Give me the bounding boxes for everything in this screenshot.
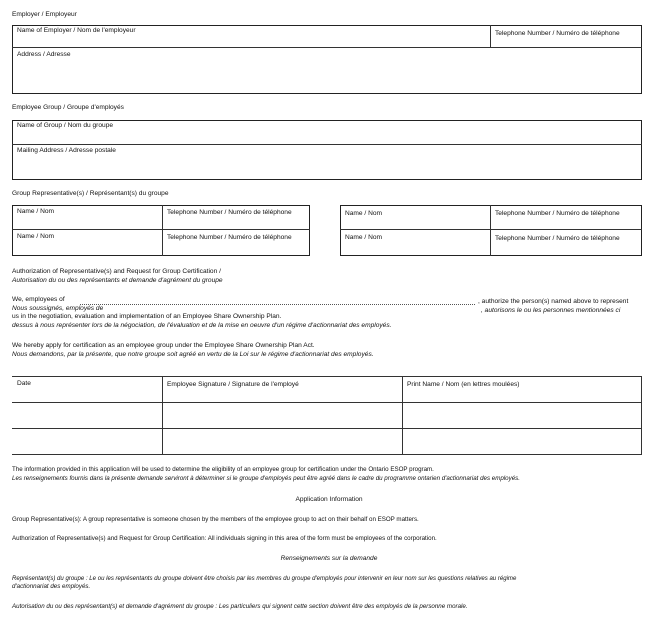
table-row-line	[12, 428, 642, 429]
apply-text-en: We hereby apply for certification as an employee group under the Employee Share Ownership Plan Act.	[12, 342, 315, 349]
divider	[162, 205, 163, 256]
group-representative-info-fr-line2: d'actionnariat des employés.	[12, 583, 91, 590]
date-field-row1[interactable]	[14, 391, 160, 400]
print-name-field-row3[interactable]	[405, 438, 639, 447]
employer-telephone-label: Telephone Number / Numéro de téléphone	[495, 30, 620, 37]
divider	[490, 205, 491, 256]
apply-text-fr: Nous demandons, par la présente, que notre groupe soit agréé en vertu de la Loi sur le régime d'actionnariat des employés.	[12, 351, 374, 358]
rep4-telephone-label: Telephone Number / Numéro de téléphone	[495, 235, 620, 242]
divider	[402, 376, 403, 454]
negotiation-text-fr: dessus à nous représenter lors de la négociation, de l'évaluation et de la mise en oeuvre d'un régime d'actionnariat des employés.	[12, 322, 392, 329]
notice-text-fr: Les renseignements fournis dans la présente demande serviront à déterminer si le groupe d'employés peut être agréé dans le cadre du programme ontarien d'actionnariat des employés.	[12, 475, 520, 482]
employer-name-line	[80, 304, 475, 305]
rep3-telephone-label: Telephone Number / Numéro de téléphone	[495, 210, 620, 217]
print-name-field-row1[interactable]	[405, 391, 639, 400]
rep2-telephone-field[interactable]	[167, 242, 305, 251]
application-information-title: Application Information	[295, 496, 363, 503]
signature-field-row2[interactable]	[165, 412, 400, 421]
date-field-row2[interactable]	[14, 412, 160, 421]
print-name-column-header: Print Name / Nom (en lettres moulées)	[407, 381, 520, 388]
rep3-name-field[interactable]	[345, 218, 485, 227]
divider	[340, 229, 642, 230]
negotiation-text-en: us in the negotiation, evaluation and implementation of an Employee Share Ownership Plan.	[12, 313, 282, 320]
mailing-address-field[interactable]	[20, 157, 635, 176]
authorization-info-en: Authorization of Representative(s) and Request for Group Certification: All individuals signing in this area of the form must be employees of the corporation.	[12, 535, 437, 542]
nous-employes-de-label: Nous soussignés, employés de	[12, 305, 104, 312]
table-bottom-line	[12, 454, 642, 455]
divider	[12, 229, 310, 230]
signature-field-row1[interactable]	[165, 391, 400, 400]
date-field-row3[interactable]	[14, 438, 160, 447]
signature-column-header: Employee Signature / Signature de l'employé	[167, 381, 299, 388]
rep2-name-label: Name / Nom	[17, 233, 55, 240]
employer-name-field[interactable]	[20, 36, 480, 45]
group-representative-info-fr-line1: Représentant(s) du groupe : Le ou les représentants du groupe doivent être choisis par les membres du groupe d'employés pour intervenir en leur nom sur les questions relatives au régime	[12, 576, 517, 582]
rep1-telephone-field[interactable]	[167, 217, 305, 226]
renseignements-title: Renseignements sur la demande	[280, 555, 378, 562]
authorization-info-fr: Autorisation du ou des représentant(s) et demande d'agrément du groupe : Les particuliers qui signent cette section doivent être des employés de la personne morale.	[12, 603, 468, 610]
rep4-name-label: Name / Nom	[345, 234, 383, 241]
authorize-text-en: , authorize the person(s) named above to represent	[478, 298, 629, 305]
authorization-title-en: Authorization of Representative(s) and Request for Group Certification /	[12, 268, 221, 275]
signature-field-row3[interactable]	[165, 438, 400, 447]
mailing-address-label: Mailing Address / Adresse postale	[17, 147, 116, 154]
rep2-telephone-label: Telephone Number / Numéro de téléphone	[167, 234, 292, 241]
rep1-name-label: Name / Nom	[17, 208, 55, 215]
autorisons-text-fr: , autorisons le ou les personnes mentionnées ci	[481, 307, 621, 314]
employer-address-label: Address / Adresse	[17, 51, 71, 58]
divider	[162, 376, 163, 454]
representatives-section-title: Group Representative(s) / Représentant(s) du groupe	[12, 190, 169, 197]
we-employees-of-label: We, employees of	[12, 296, 65, 303]
we-employer-name-field[interactable]	[80, 295, 475, 304]
authorization-title-fr: Autorisation du ou des représentants et demande d'agrément du groupe	[12, 277, 223, 284]
employee-group-section-title: Employee Group / Groupe d'employés	[12, 104, 124, 111]
notice-text-en: The information provided in this application will be used to determine the eligibility of an employee group for certification under the Ontario ESOP program.	[12, 466, 434, 473]
rep1-telephone-label: Telephone Number / Numéro de téléphone	[167, 209, 292, 216]
rep4-name-field[interactable]	[345, 243, 485, 252]
table-top-line	[12, 376, 642, 377]
rep3-name-label: Name / Nom	[345, 210, 383, 217]
divider	[12, 144, 642, 145]
table-row-line	[12, 402, 642, 403]
rep1-name-field[interactable]	[17, 217, 157, 226]
divider	[12, 47, 642, 48]
divider	[490, 25, 491, 47]
employer-telephone-field[interactable]	[495, 37, 635, 46]
divider	[641, 376, 642, 454]
employer-section-title: Employer / Employeur	[12, 11, 77, 18]
employer-address-field[interactable]	[20, 62, 635, 90]
group-representative-info-en: Group Representative(s): A group representative is someone chosen by the members of the employee group to act on their behalf on ESOP matters.	[12, 516, 419, 523]
print-name-field-row2[interactable]	[405, 412, 639, 421]
group-name-label: Name of Group / Nom du groupe	[17, 122, 114, 129]
employer-name-label: Name of Employer / Nom de l'employeur	[17, 27, 136, 34]
rep2-name-field[interactable]	[17, 242, 157, 251]
rep4-telephone-field[interactable]	[495, 243, 637, 252]
group-name-field[interactable]	[20, 132, 635, 141]
date-column-header: Date	[17, 380, 31, 387]
rep3-telephone-field[interactable]	[495, 218, 637, 227]
